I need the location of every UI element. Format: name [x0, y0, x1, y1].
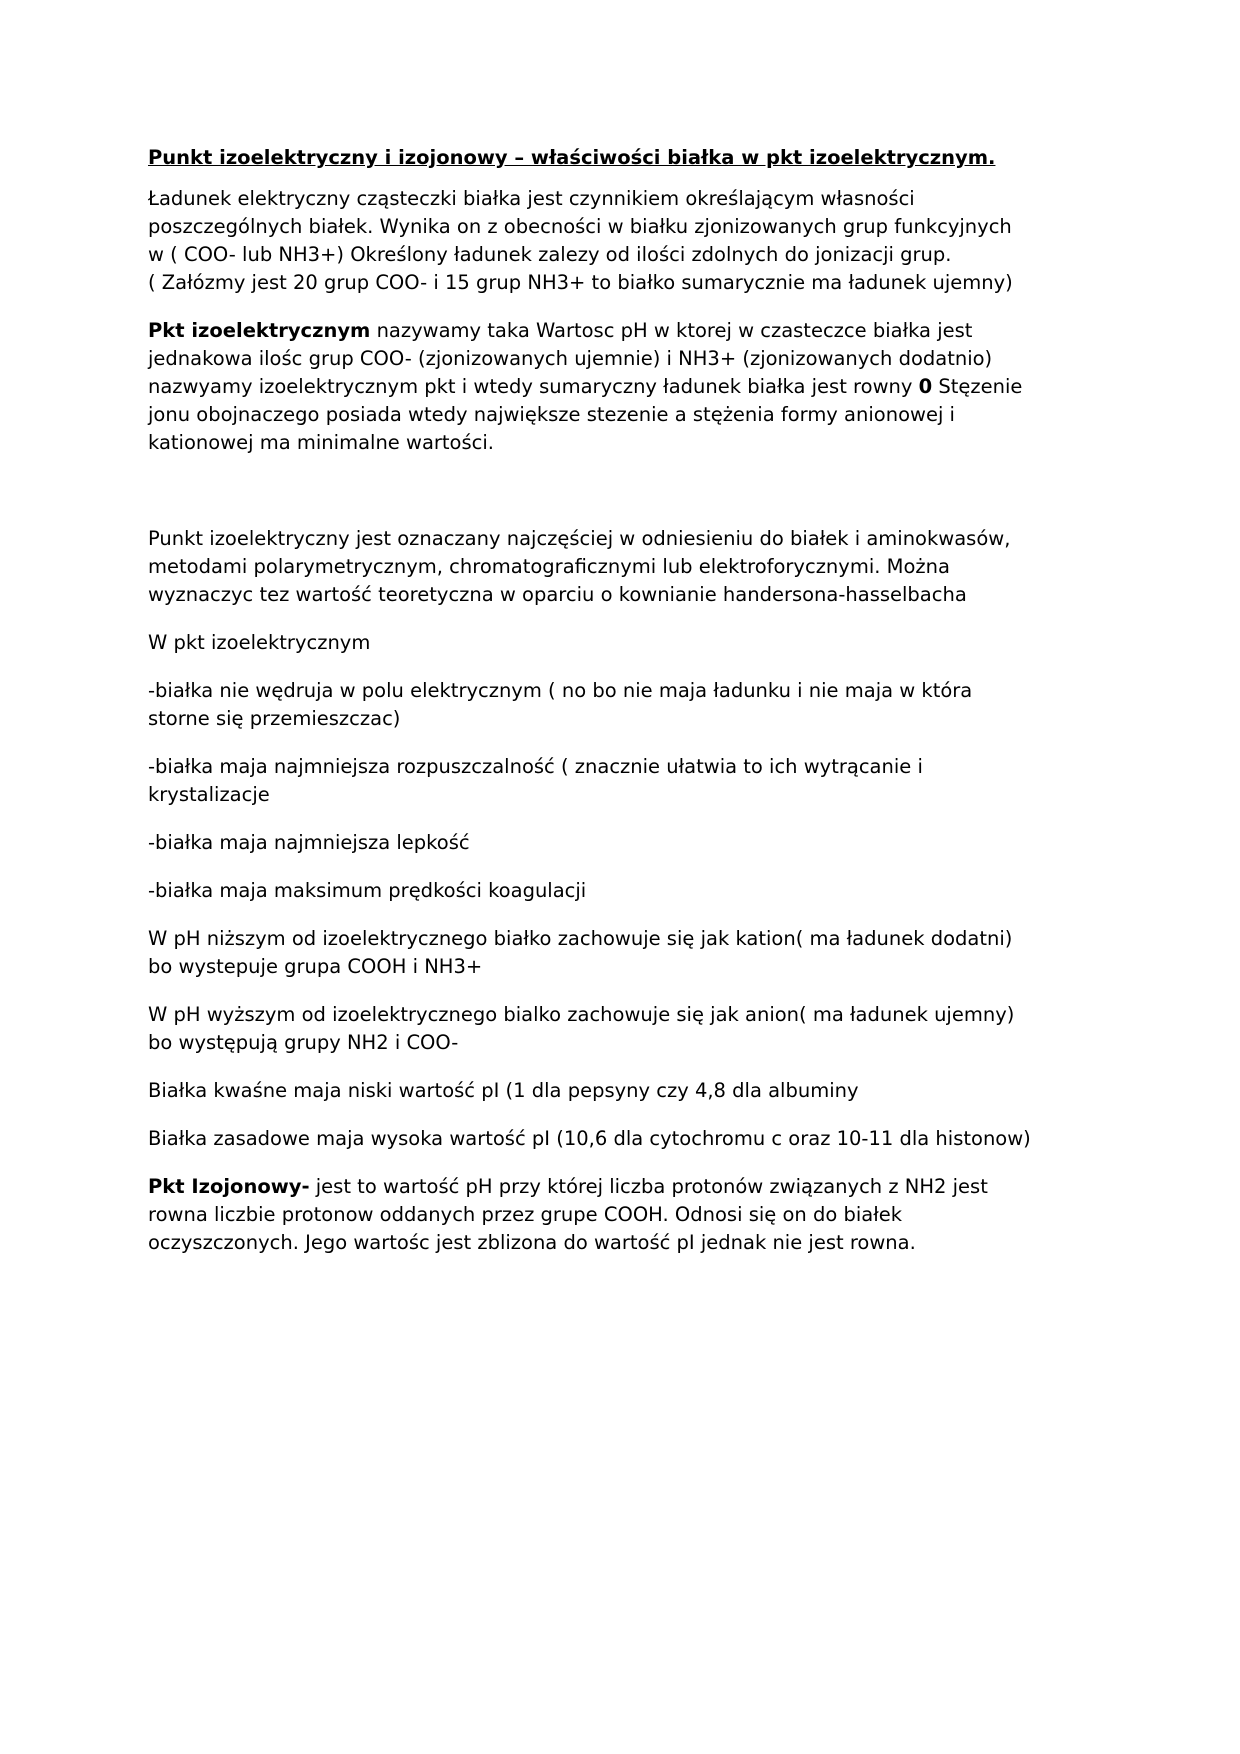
text-line: w ( COO- lub NH3+) Określony ładunek zalezy od ilości zdolnych do jonizacji grup. — [148, 243, 952, 266]
text-line — [148, 317, 1098, 345]
list-item — [148, 677, 1098, 733]
text-line: ( Załózmy jest 20 grup COO- i 15 grup NH3+ to białko sumarycznie ma ładunek ujemny) — [148, 271, 1013, 294]
text-run: Stęzenie — [932, 375, 1023, 398]
document-page — [148, 144, 1098, 1277]
list-item — [148, 753, 1098, 809]
blank-space — [148, 477, 1098, 525]
zero-bold: 0 — [918, 375, 933, 398]
text-line: -białka maja najmniejsza rozpuszczalność ( znacznie ułatwia to ich wytrącanie i — [148, 755, 923, 778]
paragraph-isoelectric-definition — [148, 317, 1098, 457]
paragraph-higher-ph — [148, 1001, 1098, 1057]
paragraph-charge — [148, 185, 1098, 297]
text-line: kationowej ma minimalne wartości. — [148, 431, 494, 454]
text-line: Ładunek elektryczny cząsteczki białka jest czynnikiem określającym własności — [148, 187, 915, 210]
text-line: poszczególnych białek. Wynika on z obecności w białku zjonizowanych grup funkcyjnych — [148, 215, 1012, 238]
text-line: krystalizacje — [148, 783, 270, 806]
text-run: jest to wartość pH przy której liczba protonów związanych z NH2 jest — [309, 1175, 988, 1198]
text-line: jednakowa ilośc grup COO- (zjonizowanych ujemnie) i NH3+ (zjonizowanych dodatnio) — [148, 347, 993, 370]
text-line: bo występują grupy NH2 i COO- — [148, 1031, 459, 1054]
document-title: Punkt izoelektryczny i izojonowy – właściwości białka w pkt izoelektrycznym. — [148, 146, 996, 169]
text-line: -białka nie wędruja w polu elektrycznym ( no bo nie maja ładunku i nie maja w która — [148, 679, 973, 702]
paragraph-methods — [148, 525, 1098, 609]
text-line: oczyszczonych. Jego wartośc jest zblizona do wartość pI jednak nie jest rowna. — [148, 1231, 916, 1254]
paragraph-heading-list: W pkt izoelektrycznym — [148, 631, 371, 654]
list-item: -białka maja najmniejsza lepkość — [148, 831, 470, 854]
text-line: rowna liczbie protonow oddanych przez grupe COOH. Odnosi się on do białek — [148, 1203, 903, 1226]
paragraph-acidic-proteins: Białka kwaśne maja niski wartość pI (1 dla pepsyny czy 4,8 dla albuminy — [148, 1079, 859, 1102]
text-run: nazwyamy izoelektrycznym pkt i wtedy sumaryczny ładunek białka jest rowny — [148, 375, 919, 398]
paragraph-lower-ph — [148, 925, 1098, 981]
term-bold: Pkt Izojonowy- — [148, 1175, 310, 1198]
text-line: jonu obojnaczego posiada wtedy największe stezenie a stężenia formy anionowej i — [148, 403, 955, 426]
term-bold: Pkt izoelektrycznym — [148, 319, 371, 342]
paragraph-basic-proteins: Białka zasadowe maja wysoka wartość pI (10,6 dla cytochromu c oraz 10-11 dla histonow) — [148, 1127, 1031, 1150]
paragraph-isoionic — [148, 1173, 1098, 1257]
text-line: bo wystepuje grupa COOH i NH3+ — [148, 955, 483, 978]
text-line: W pH niższym od izoelektrycznego białko zachowuje się jak kation( ma ładunek dodatni) — [148, 927, 1013, 950]
list-item: -białka maja maksimum prędkości koagulacji — [148, 879, 587, 902]
text-line — [148, 373, 1098, 401]
text-line: metodami polarymetrycznym, chromatograficznymi lub elektroforycznymi. Można — [148, 555, 950, 578]
text-line: wyznaczyc tez wartość teoretyczna w oparciu o kownianie handersona-hasselbacha — [148, 583, 967, 606]
text-line: W pH wyższym od izoelektrycznego bialko zachowuje się jak anion( ma ładunek ujemny) — [148, 1003, 1015, 1026]
text-line: storne się przemieszczac) — [148, 707, 401, 730]
text-line — [148, 1173, 1098, 1201]
text-run: nazywamy taka Wartosc pH w ktorej w czasteczce białka jest — [370, 319, 973, 342]
text-line: Punkt izoelektryczny jest oznaczany najczęściej w odniesieniu do białek i aminokwasów, — [148, 527, 1011, 550]
